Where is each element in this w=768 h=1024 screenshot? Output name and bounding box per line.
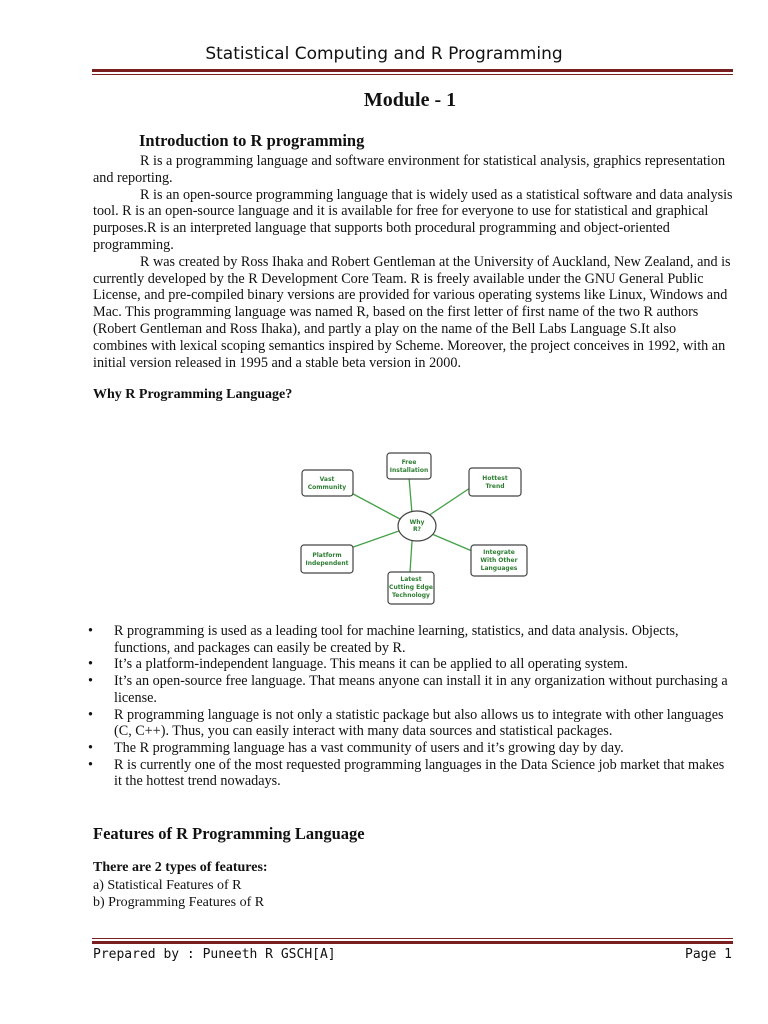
bullet-icon: •	[88, 656, 93, 673]
types-heading: There are 2 types of features:	[93, 860, 268, 875]
list-item	[88, 706, 733, 740]
footer-rule	[92, 941, 733, 944]
node-platform-independent	[301, 545, 353, 573]
why-heading: Why R Programming Language?	[93, 387, 293, 403]
node-hottest-trend	[469, 468, 521, 496]
platform-label-1: Platform	[312, 552, 342, 559]
platform-label-2: Independent	[305, 560, 349, 567]
bullet-text: It’s an open-source free language. That means anyone can install it in any organization without purchasing a license.	[114, 673, 728, 706]
hottest-label-2: Trend	[485, 483, 505, 490]
center-label-1: Why	[409, 519, 425, 526]
feature-type-item: a) Statistical Features of R	[93, 878, 242, 893]
intro-paragraph: R is a programming language and software environment for statistical analysis, graphics representation and reporting.	[93, 153, 726, 186]
bullet-icon: •	[88, 706, 93, 723]
list-item	[88, 673, 733, 706]
bullet-text: R is currently one of the most requested programming languages in the Data Science job market that makes it the hottest trend nowadays.	[114, 756, 725, 790]
features-heading: Features of R Programming Language	[93, 824, 365, 843]
center-label-2: R?	[412, 526, 422, 533]
why-r-diagram-svg	[292, 448, 534, 608]
free-label-2: Installation	[389, 467, 429, 474]
module-title: Module - 1	[363, 89, 457, 111]
node-free-installation	[387, 453, 431, 479]
intro-paragraph: R was created by Ross Ihaka and Robert Gentleman at the University of Auckland, New Zealand, and is currently developed by the R Development Core Team. R is freely available under the GNU General Public License, and pre-compiled binary versions are provided for various operating systems like Linux, Windows and Mac. This programming language was named R, based on the first letter of first name of the two R authors (Robert Gentleman and Ross Ihaka), and partly a play on the name of the Bell Labs Language S.It also combines with lexical scoping semantics inspired by Scheme. Moreover, the project conceives in 1992, with an initial version released in 1995 and a stable beta version in 2000.	[93, 253, 731, 371]
integrate-label-2: With Other	[480, 557, 518, 564]
latest-label-3: Technology	[392, 592, 430, 599]
latest-label-2: Cutting Edge	[389, 584, 433, 591]
bullet-text: R programming language is not only a statistic package but also allows us to integrate with other languages (C, C++). Thus, you can easily interact with many data sources and statistical packages.	[114, 706, 724, 740]
list-item	[88, 656, 733, 673]
feature-type-item: b) Programming Features of R	[93, 895, 265, 910]
list-item	[88, 739, 733, 757]
intro-paragraph: R is an open-source programming language that is widely used as a statistical software and data analysis tool. R is an open-source language and it is available for free for everyone to use for statistical and graphical purposes.R is an interpreted language that supports both procedural programming and object-oriented programming.	[93, 186, 733, 253]
bullet-icon: •	[88, 739, 93, 756]
list-item	[88, 756, 733, 790]
intro-section	[93, 131, 733, 403]
bullet-icon: •	[88, 756, 93, 773]
hottest-label-1: Hottest	[482, 475, 508, 482]
header-rule-thin	[92, 74, 733, 75]
vast-label-2: Community	[307, 484, 347, 491]
integrate-label-1: Integrate	[483, 549, 515, 556]
footer-rule-thin	[92, 938, 733, 939]
intro-heading: Introduction to R programming	[139, 131, 365, 150]
why-r-diagram	[292, 448, 534, 608]
bullet-text: R programming is used as a leading tool for machine learning, statistics, and data analysis. Objects, functions, and packages can easily be created by R.	[114, 623, 679, 656]
free-label-1: Free	[401, 459, 417, 466]
header-rule	[92, 69, 733, 72]
why-r-bullet-list	[88, 623, 733, 790]
node-vast-community	[302, 470, 353, 496]
bullet-text: The R programming language has a vast community of users and it’s growing day by day.	[114, 739, 624, 756]
list-item	[88, 623, 733, 656]
bullet-icon: •	[88, 673, 93, 690]
bullet-text: It’s a platform-independent language. This means it can be applied to all operating system.	[114, 656, 628, 673]
latest-label-1: Latest	[400, 576, 422, 583]
vast-label-1: Vast	[319, 476, 335, 483]
header-title: Statistical Computing and R Programming	[205, 44, 563, 64]
bullet-icon: •	[88, 623, 93, 639]
integrate-label-3: Languages	[480, 565, 518, 572]
footer-page-number: Page 1	[685, 947, 732, 962]
footer-author: Prepared by : Puneeth R GSCH[A]	[93, 947, 336, 962]
